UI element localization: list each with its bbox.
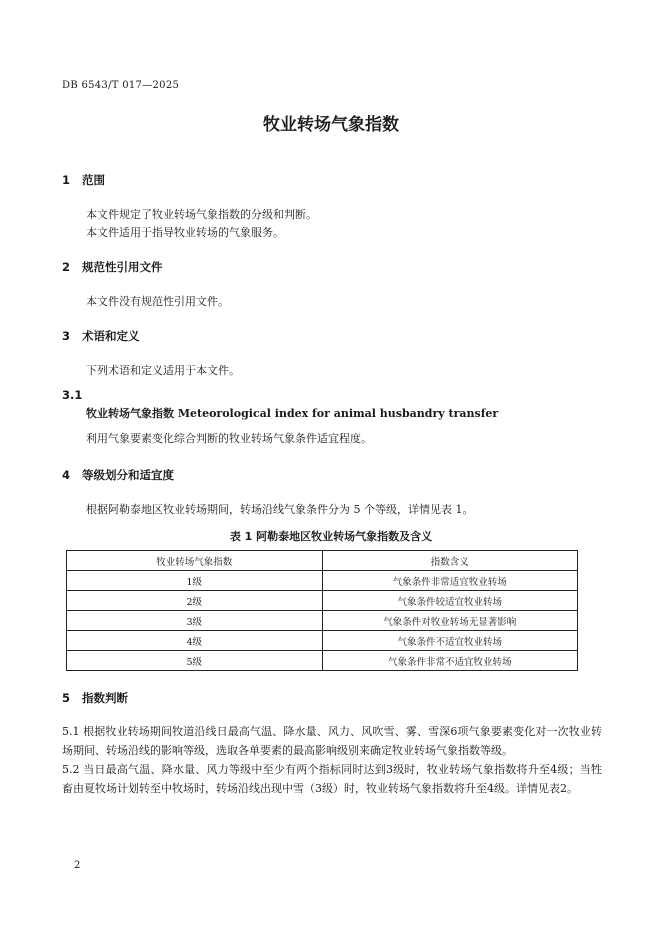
table-cell-level: 4级 <box>67 631 323 651</box>
section-title: 等级划分和适宜度 <box>82 468 174 482</box>
section-2-paragraph: 本文件没有规范性引用文件。 <box>86 295 229 308</box>
table-cell-meaning: 气象条件非常适宜牧业转场 <box>322 571 578 591</box>
table-row <box>67 591 578 611</box>
section-1-paragraph-2: 本文件适用于指导牧业转场的气象服务。 <box>86 226 284 239</box>
term-3-1-number: 3.1 <box>62 388 83 402</box>
section-number: 4 <box>62 468 71 482</box>
table-cell-level: 2级 <box>67 591 323 611</box>
section-5-paragraph-2: 5.2 当日最高气温、降水量、风力等级中至少有两个指标同时达到3级时，牧业转场气象指数将升至4级；当牲畜由夏牧场计划转至中牧场时，转场沿线出现中雪（3级）时，牧业转场气象指数将升至4级。详情见表2。 <box>62 763 602 795</box>
section-5-paragraph-1: 5.1 根据牧业转场期间牧道沿线日最高气温、降水量、风力、风吹雪、雾、雪深6项气象要素变化对一次牧业转场期间、转场沿线的影响等级，选取各单要素的最高影响级别来确定牧业转场气象指数等级。 <box>62 725 602 757</box>
section-title: 术语和定义 <box>82 329 140 343</box>
page-number: 2 <box>74 860 81 871</box>
table-cell-level: 3级 <box>67 611 323 631</box>
section-number: 3 <box>62 329 71 343</box>
table-row <box>67 611 578 631</box>
table-1 <box>66 550 578 671</box>
document-code: DB 6543/T 017—2025 <box>62 80 180 91</box>
table-row <box>67 631 578 651</box>
section-5-heading <box>62 690 128 706</box>
section-title: 范围 <box>82 173 105 187</box>
table-row <box>67 651 578 671</box>
section-title: 指数判断 <box>82 691 128 705</box>
section-4-paragraph: 根据阿勒泰地区牧业转场期间，转场沿线气象条件分为 5 个等级，详情见表 1。 <box>86 503 474 516</box>
section-4-heading <box>62 467 174 483</box>
table-header-cell: 指数含义 <box>322 551 578 571</box>
section-1-heading <box>62 172 105 188</box>
table-cell-level: 5级 <box>67 651 323 671</box>
section-2-heading <box>62 259 163 275</box>
page-title: 牧业转场气象指数 <box>263 115 399 135</box>
table-cell-meaning: 气象条件非常不适宜牧业转场 <box>322 651 578 671</box>
term-3-1-definition: 利用气象要素变化综合判断的牧业转场气象条件适宜程度。 <box>86 432 372 445</box>
term-3-1-title: 牧业转场气象指数 Meteorological index for animal husbandry transfer <box>86 407 499 420</box>
section-3-heading <box>62 328 140 344</box>
table-1-caption: 表 1 阿勒泰地区牧业转场气象指数及含义 <box>229 530 433 543</box>
table-cell-level: 1级 <box>67 571 323 591</box>
section-number: 1 <box>62 173 71 187</box>
section-title: 规范性引用文件 <box>82 260 163 274</box>
section-3-paragraph: 下列术语和定义适用于本文件。 <box>86 364 240 377</box>
section-1-paragraph-1: 本文件规定了牧业转场气象指数的分级和判断。 <box>86 208 317 221</box>
table-cell-meaning: 气象条件不适宜牧业转场 <box>322 631 578 651</box>
table-cell-meaning: 气象条件较适宜牧业转场 <box>322 591 578 611</box>
table-cell-meaning: 气象条件对牧业转场无显著影响 <box>322 611 578 631</box>
table-header-cell: 牧业转场气象指数 <box>67 551 323 571</box>
section-number: 5 <box>62 691 71 705</box>
section-number: 2 <box>62 260 71 274</box>
table-row <box>67 571 578 591</box>
table-header-row <box>67 551 578 571</box>
